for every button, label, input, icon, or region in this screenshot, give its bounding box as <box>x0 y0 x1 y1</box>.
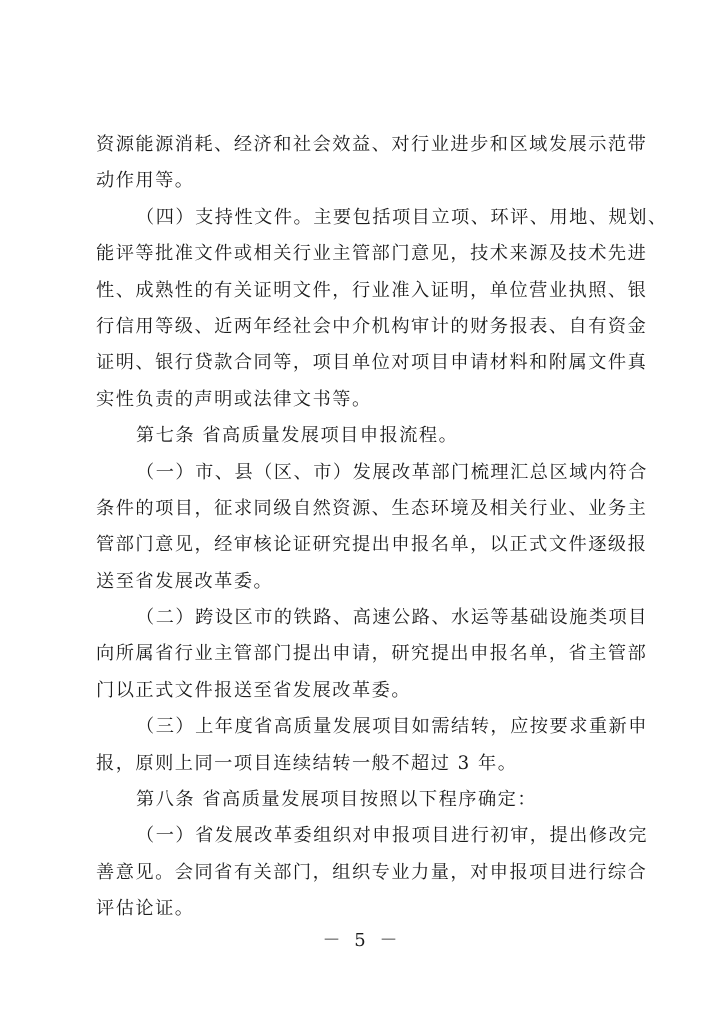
paragraph-start-line: （二）跨设区市的铁路、高速公路、水运等基础设施类项目 <box>136 607 648 629</box>
article-heading: 第八条 省高质量发展项目按照以下程序确定： <box>136 789 538 811</box>
text-line: 送至省发展改革委。 <box>96 570 274 592</box>
text-line: 证明、银行贷款合同等，项目单位对项目申请材料和附属文件真 <box>96 352 648 374</box>
text-line: 行信用等级、近两年经社会中介机构审计的财务报表、自有资金 <box>96 315 648 337</box>
text-line: 善意见。会同省有关部门，组织专业力量，对申报项目进行综合 <box>96 861 648 883</box>
text-line: 动作用等。 <box>96 170 195 192</box>
text-line: 性、成熟性的有关证明文件，行业准入证明，单位营业执照、银 <box>96 279 648 301</box>
paragraph-start-line: （一）市、县（区、市）发展改革部门梳理汇总区域内符合 <box>136 461 648 483</box>
paragraph-start-line: （三）上年度省高质量发展项目如需结转，应按要求重新申 <box>136 716 648 738</box>
article-heading: 第七条 省高质量发展项目申报流程。 <box>136 425 459 447</box>
text-line: 管部门意见，经审核论证研究提出申报名单，以正式文件逐级报 <box>96 534 648 556</box>
page-number: － 5 － <box>322 930 402 951</box>
paragraph-start-line: （四）支持性文件。主要包括项目立项、环评、用地、规划、 <box>136 206 668 228</box>
text-line: 向所属省行业主管部门提出申请，研究提出申报名单，省主管部 <box>96 643 648 665</box>
text-line: 实性负责的声明或法律文书等。 <box>96 388 372 410</box>
paragraph-start-line: （一）省发展改革委组织对申报项目进行初审，提出修改完 <box>136 825 648 847</box>
document-body <box>96 127 668 928</box>
text-line: 资源能源消耗、经济和社会效益、对行业进步和区域发展示范带 <box>96 134 648 155</box>
text-line: 门以正式文件报送至省发展改革委。 <box>96 679 412 701</box>
text-line: 条件的项目，征求同级自然资源、生态环境及相关行业、业务主 <box>96 497 648 519</box>
text-line: 评估论证。 <box>96 898 195 920</box>
text-line: 报，原则上同一项目连续结转一般不超过 3 年。 <box>96 752 518 774</box>
text-line: 能评等批准文件或相关行业主管部门意见，技术来源及技术先进 <box>96 243 648 265</box>
